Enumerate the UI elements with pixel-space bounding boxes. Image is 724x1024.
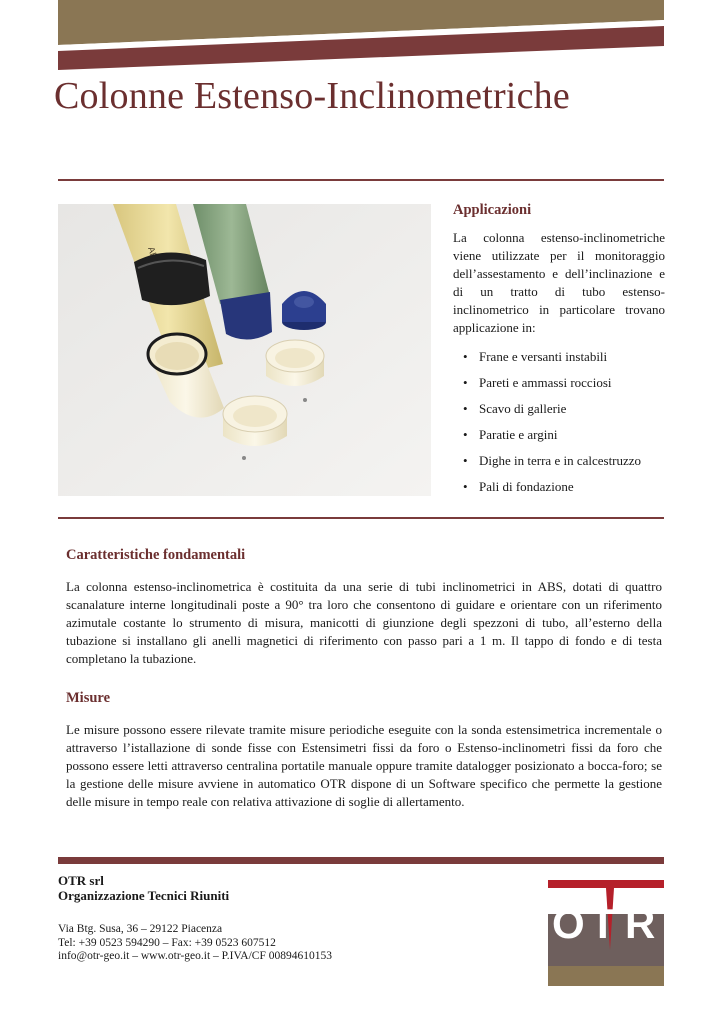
address: Via Btg. Susa, 36 – 29122 Piacenza: [58, 923, 223, 935]
measures-heading: Misure: [66, 690, 111, 706]
bullet-icon: •: [463, 349, 468, 364]
divider-middle: [58, 517, 664, 519]
email-web-vat: info@otr-geo.it – www.otr-geo.it – P.IVA/CF 00894610153: [58, 950, 332, 962]
features-text: La colonna estenso-inclinometrica è costituita da una serie di tubi inclinometrici in ABS, dotati di quattro scanalature interne longitudinali poste a 90° tra loro che consentono di guidare e orientare con un riferimento azimutale costante lo strumento di misura, manicotti di giunzione degli spezzoni di tubo, all’esterno della tubazione si installano gli anelli magnetici di riferimento con passo pari a 1 m. Il tappo di fondo e di testa completano la tubazione.: [66, 579, 662, 666]
features-section: [66, 547, 662, 668]
bullet-icon: •: [463, 401, 468, 416]
footer-divider: [58, 857, 664, 864]
applications-intro: La colonna estenso-inclinometriche viene utilizzate per il monitoraggio dell’assestamento e dell’inclinazione e di un tratto di tubo estenso-inclinometrico in particolare trovano applicazione in:: [453, 230, 665, 335]
otr-logo: [548, 880, 664, 986]
list-item: • Paratie e argini: [463, 427, 558, 442]
header-banner: [58, 0, 664, 74]
page-title: Colonne Estenso-Inclinometriche: [54, 75, 570, 117]
measures-section: [66, 690, 662, 811]
bullet-icon: •: [463, 453, 468, 468]
logo-letter-o: O: [552, 900, 585, 947]
company-full-name: Organizzazione Tecnici Riuniti: [58, 888, 230, 903]
footer-contacts: [58, 923, 332, 964]
bullet-icon: •: [463, 375, 468, 390]
divider-top: [58, 179, 664, 181]
measures-text: Le misure possono essere rilevate tramite misure periodiche eseguite con la sonda estensimetrica incrementale o attraverso l’istallazione di sonde fisse con Estensimetri fissi da foro o Estenso-inclinometri fissi da foro che possono essere letti attraverso centralina portatile manuale oppure tramite datalogger posizionato a bocca-foro; se la gestione delle misure avviene in automatico OTR dispone di un Software specifico che permette la gestione delle misure in tempo reale con relativa attivazione di soglie di allertamento.: [66, 722, 662, 809]
footer-company: [58, 873, 229, 903]
features-heading: Caratteristiche fondamentali: [66, 547, 246, 563]
logo-letter-t: T: [590, 900, 616, 947]
applications-list: [453, 348, 665, 496]
applications-section: [453, 202, 665, 504]
list-item: • Pali di fondazione: [463, 479, 574, 494]
bullet-icon: •: [463, 427, 468, 442]
list-item: • Scavo di gallerie: [463, 401, 567, 416]
list-item: • Frane e versanti instabili: [463, 349, 608, 364]
logo-letter-r: R: [625, 900, 656, 947]
applications-heading: Applicazioni: [453, 202, 532, 218]
list-item: • Pareti e ammassi rocciosi: [463, 375, 612, 390]
list-item: • Dighe in terra e in calcestruzzo: [463, 453, 642, 468]
bullet-icon: •: [463, 479, 468, 494]
product-photo: [58, 204, 431, 496]
company-short-name: OTR srl: [58, 873, 104, 888]
phone-fax: Tel: +39 0523 594290 – Fax: +39 0523 607512: [58, 936, 276, 949]
